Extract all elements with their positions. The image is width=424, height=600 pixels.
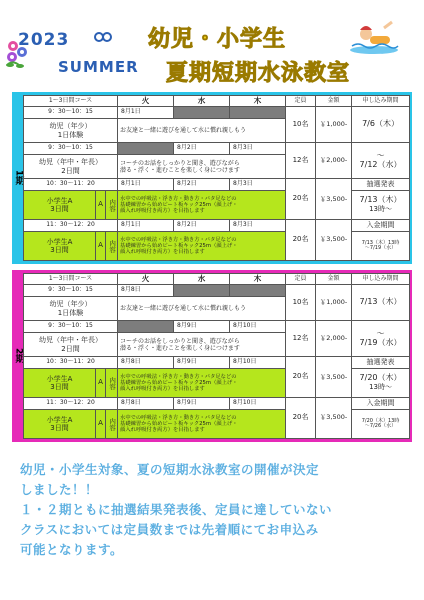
apply-to: ～ 7/12（水） [352, 143, 410, 179]
date-cell: 8月10日 [230, 398, 286, 410]
date-cell: 8月10日 [230, 357, 286, 369]
col-wed: 水 [174, 274, 230, 285]
course-name: 小学生A 3日間 [24, 369, 96, 398]
capacity: 12名 [286, 143, 316, 179]
date-cell-empty [118, 143, 174, 155]
course-description: 水中での呼吸法・浮き方・動き方・バタ足などの 基礎練習から始めビート板キック25m（顔上げ・ 顔入れ呼吸付き両方）を目指します [118, 191, 286, 220]
announcement-line: １・２期ともに抽選結果発表後、定員に達していない [20, 502, 333, 517]
price: ￥3,500- [316, 357, 352, 398]
price: ￥3,500- [316, 220, 352, 261]
entry-label: 入金期間 [352, 220, 410, 232]
announcement-line: しました！！ [20, 482, 99, 497]
capacity: 20名 [286, 179, 316, 220]
course-description: 水中での呼吸法・浮き方・動き方・バタ足などの 基礎練習から始めビート板キック25m（顔上げ・ 顔入れ呼吸付き両方）を目指します [118, 369, 286, 398]
col-apply: 申し込み期間 [352, 96, 410, 107]
col-course: 1～3日間コース [24, 96, 118, 107]
apply-to: ～ 7/19（水） [352, 321, 410, 357]
capacity: 10名 [286, 107, 316, 143]
course-name: 幼児（年少） 1日体験 [24, 119, 118, 143]
apply-from: 7/6（木） [352, 107, 410, 143]
level: A [96, 232, 106, 261]
date-cell: 8月9日 [174, 321, 230, 333]
course-description: お友達と一緒に遊びを通して水に慣れ親しもう [118, 119, 286, 143]
period-2-block [12, 270, 412, 442]
capacity: 20名 [286, 398, 316, 439]
lottery-date: 7/13（木） 13時～ [352, 191, 410, 220]
course-name: 小学生A 3日間 [24, 410, 96, 439]
date-cell: 8月2日 [174, 179, 230, 191]
course-description: 水中での呼吸法・浮き方・動き方・バタ足などの 基礎練習から始めビート板キック25m（顔上げ・ 顔入れ呼吸付き両方）を目指します [118, 232, 286, 261]
course-name: 幼児（年少） 1日体験 [24, 297, 118, 321]
col-course: 1～3日間コース [24, 274, 118, 285]
time-slot: 9：30～10：15 [24, 285, 118, 297]
time-slot: 9：30～10：15 [24, 143, 118, 155]
entry-range: 7/13（木）13時 ～7/19（水） [352, 232, 410, 261]
content-label: 内容 [106, 191, 118, 220]
course-description: コーチのお話をしっかりと聞き、遊びながら 潜る・浮く・進むことを楽しく身につけます [118, 333, 286, 357]
date-cell: 8月8日 [118, 357, 174, 369]
course-name: 小学生A 3日間 [24, 191, 96, 220]
date-cell: 8月8日 [118, 285, 174, 297]
schedule-table [23, 95, 410, 261]
date-cell: 8月1日 [118, 220, 174, 232]
course-description: 水中での呼吸法・浮き方・動き方・バタ足などの 基礎練習から始めビート板キック25m（顔上げ・ 顔入れ呼吸付き両方）を目指します [118, 410, 286, 439]
capacity: 20名 [286, 357, 316, 398]
time-slot: 9：30～10：15 [24, 321, 118, 333]
period-label: 1期 [15, 95, 23, 261]
time-slot: 10：30～11：20 [24, 179, 118, 191]
price: ￥1,000- [316, 285, 352, 321]
level: A [96, 369, 106, 398]
course-description: コーチのお話をしっかりと聞き、遊びながら 潜る・浮く・進むことを楽しく身につけます [118, 155, 286, 179]
date-cell-empty [118, 321, 174, 333]
header [0, 0, 424, 84]
goggles-icon [94, 32, 112, 42]
col-thu: 木 [230, 96, 286, 107]
time-slot: 9：30～10：15 [24, 107, 118, 119]
col-capacity: 定員 [286, 274, 316, 285]
col-capacity: 定員 [286, 96, 316, 107]
content-label: 内容 [106, 232, 118, 261]
period-1-block [12, 92, 412, 264]
time-slot: 10：30～11：20 [24, 357, 118, 369]
lottery-date: 7/20（木） 13時～ [352, 369, 410, 398]
date-cell-empty [174, 107, 230, 119]
date-cell-empty [230, 285, 286, 297]
date-cell: 8月9日 [174, 398, 230, 410]
col-wed: 水 [174, 96, 230, 107]
title-line-1: 幼児・小学生 [148, 27, 287, 52]
content-label: 内容 [106, 369, 118, 398]
date-cell: 8月8日 [118, 398, 174, 410]
time-slot: 11：30～12：20 [24, 398, 118, 410]
level: A [96, 410, 106, 439]
col-thu: 木 [230, 274, 286, 285]
content-label: 内容 [106, 410, 118, 439]
time-slot: 11：30～12：20 [24, 220, 118, 232]
period-label: 2期 [15, 273, 23, 439]
col-tue: 火 [118, 96, 174, 107]
col-price: 金額 [316, 274, 352, 285]
announcement-line: 幼児・小学生対象、夏の短期水泳教室の開催が決定 [20, 462, 320, 477]
course-name: 幼児（年中・年長） 2日間 [24, 155, 118, 179]
announcement [20, 460, 410, 560]
year: 2023 [18, 30, 70, 50]
capacity: 20名 [286, 220, 316, 261]
col-price: 金額 [316, 96, 352, 107]
date-cell: 8月9日 [174, 357, 230, 369]
announcement-line: 可能となります。 [20, 542, 124, 557]
swimmer-icon [348, 20, 400, 56]
course-name: 小学生A 3日間 [24, 232, 96, 261]
date-cell: 8月2日 [174, 143, 230, 155]
date-cell: 8月3日 [230, 179, 286, 191]
apply-from: 7/13（木） [352, 285, 410, 321]
date-cell: 8月1日 [118, 179, 174, 191]
col-apply: 申し込み期間 [352, 274, 410, 285]
date-cell: 8月2日 [174, 220, 230, 232]
price: ￥1,000- [316, 107, 352, 143]
announcement-line: クラスにおいては定員数までは先着順にてお申込み [20, 522, 319, 537]
title-line-2: 夏期短期水泳教室 [166, 61, 351, 86]
price: ￥3,500- [316, 398, 352, 439]
price: ￥2,000- [316, 143, 352, 179]
schedule-table [23, 273, 410, 439]
price: ￥2,000- [316, 321, 352, 357]
capacity: 12名 [286, 321, 316, 357]
date-cell: 8月1日 [118, 107, 174, 119]
lottery-label: 抽選発表 [352, 179, 410, 191]
season: SUMMER [58, 58, 139, 76]
date-cell-empty [230, 107, 286, 119]
col-tue: 火 [118, 274, 174, 285]
date-cell-empty [174, 285, 230, 297]
entry-range: 7/20（木）13時 ～7/26（水） [352, 410, 410, 439]
date-cell: 8月10日 [230, 321, 286, 333]
course-name: 幼児（年中・年長） 2日間 [24, 333, 118, 357]
date-cell: 8月3日 [230, 220, 286, 232]
date-cell: 8月3日 [230, 143, 286, 155]
capacity: 10名 [286, 285, 316, 321]
level: A [96, 191, 106, 220]
price: ￥3,500- [316, 179, 352, 220]
entry-label: 入金期間 [352, 398, 410, 410]
lottery-label: 抽選発表 [352, 357, 410, 369]
course-description: お友達と一緒に遊びを通して水に慣れ親しもう [118, 297, 286, 321]
